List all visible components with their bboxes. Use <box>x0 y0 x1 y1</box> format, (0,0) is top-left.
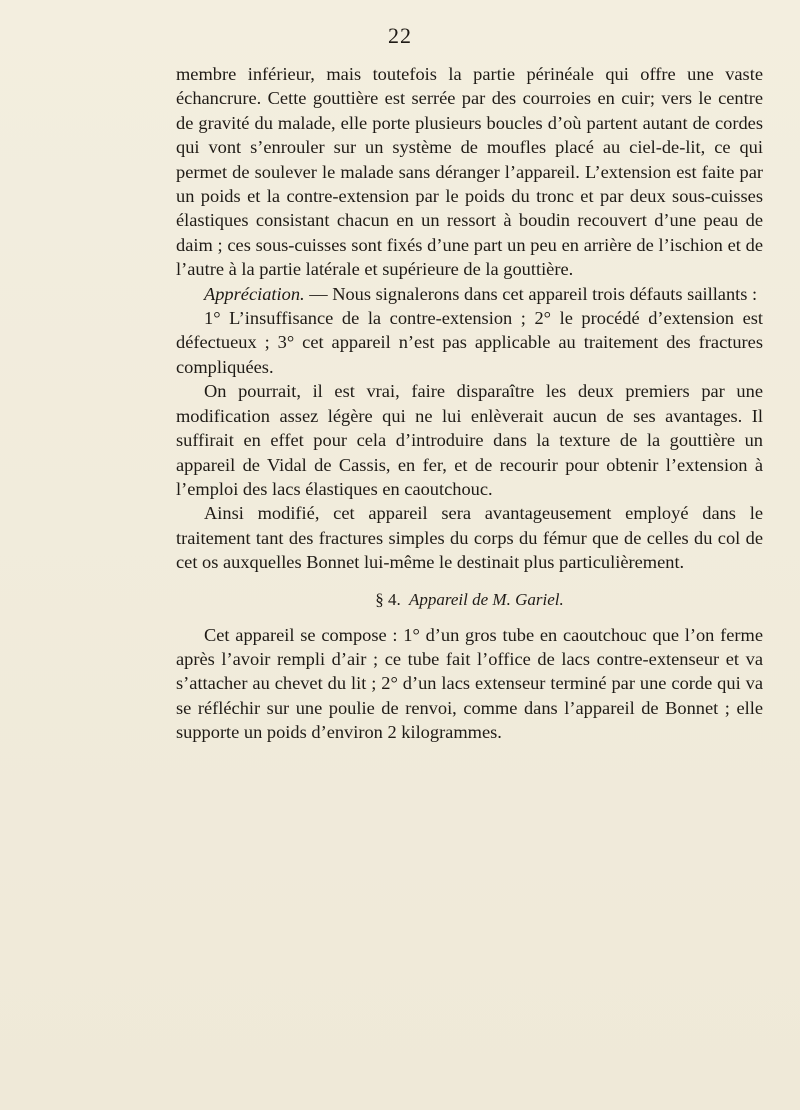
paragraph-defects: 1° L’insuffisance de la contre-extension ; 2° le procédé d’extension est défectueux ; 3° cet appareil n’est pas applicable au traitement des fractures compliquées. <box>176 308 763 377</box>
body-text <box>176 62 763 745</box>
section-heading <box>176 589 763 611</box>
paragraph-modification: On pourrait, il est vrai, faire disparaître les deux premiers par une modification assez légère qui ne lui enlèverait aucun de ses avantages. Il suffirait en effet pour cela d’introduire dans la texture de la gouttière un appareil de Vidal de Cassis, en fer, et de recourir pour obtenir l’extension à l’emploi des lacs élastiques en caoutchouc. <box>176 381 763 499</box>
paragraph-gariel: Cet appareil se compose : 1° d’un gros tube en caoutchouc que l’on ferme après l’avoir rempli d’air ; ce tube fait l’office de lacs contre-extenseur et va s’attacher au chevet du lit ; 2° d’un lacs extenseur terminé par une corde qui va se réfléchir sur une poulie de renvoi, comme dans l’appareil de Bonnet ; elle supporte un poids d’environ 2 kilogrammes. <box>176 624 763 743</box>
section-title: Appareil de M. Gariel. <box>409 589 564 609</box>
appreciation-label: Appréciation. <box>204 283 305 304</box>
appreciation-text: — Nous signalerons dans cet appareil trois défauts saillants : <box>304 283 758 304</box>
paragraph-1: membre inférieur, mais toutefois la partie périnéale qui offre une vaste échancrure. Cette gouttière est serrée par des courroies en cuir; vers le centre de gravité du malade, elle porte plusieurs boucles d’où partent autant de cordes qui vont s’enrouler sur un système de moufles placé au ciel-de-lit, ce qui permet de soulever le malade sans déranger l’appareil. L’extension est faite par un poids et la contre-extension par le poids du tronc et par deux sous-cuisses élastiques consistant chacun en un ressort à boudin recouvert d’une peau de daim ; ces sous-cuisses sont fixés d’une part un peu en arrière de l’ischion et de l’autre à la partie latérale et supérieure de la gouttière. <box>176 64 763 280</box>
paragraph-appreciation <box>176 282 763 306</box>
section-number: § 4. <box>375 589 401 609</box>
page-number: 22 <box>388 23 412 48</box>
paragraph-conclusion: Ainsi modifié, cet appareil sera avantageusement employé dans le traitement tant des fractures simples du corps du fémur que de celles du col de cet os auxquelles Bonnet lui-même le destinait plus particulièrement. <box>176 503 763 573</box>
